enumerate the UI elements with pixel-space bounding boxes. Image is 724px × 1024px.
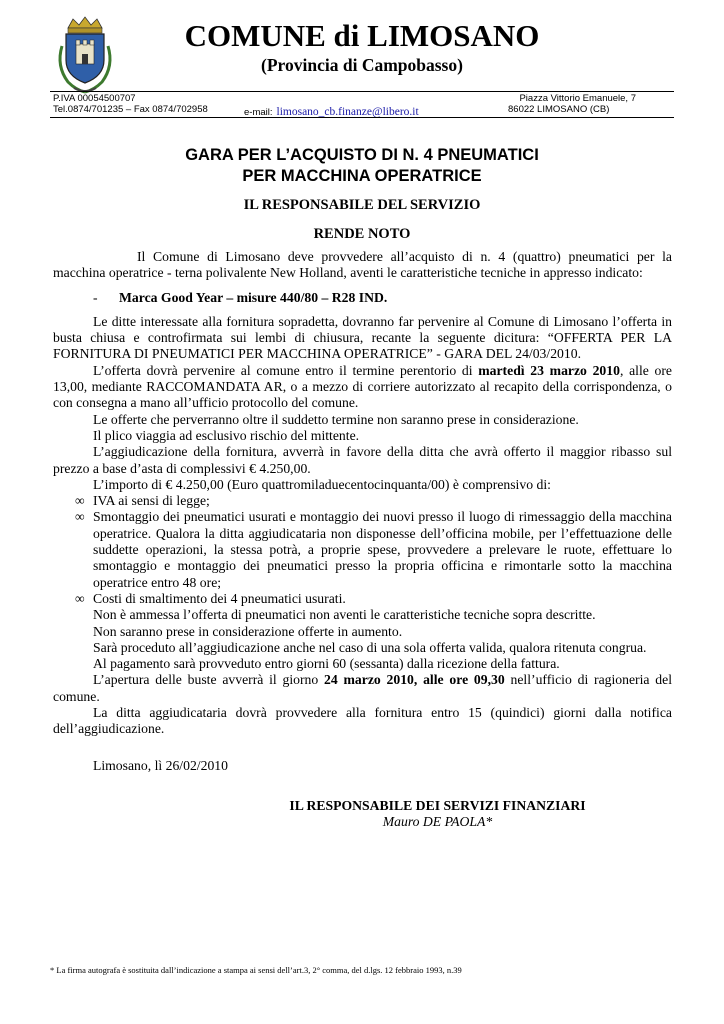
responsible-heading: IL RESPONSABILE DEL SERVIZIO [243,197,481,213]
tender-title-line1: GARA PER L’ACQUISTO DI N. 4 PNEUMATICI [185,146,539,164]
city: 86022 LIMOSANO (CB) [508,104,610,115]
paragraph-opening [53,672,672,705]
signatory-title: IL RESPONSABILE DEI SERVIZI FINANZIARI [289,797,586,813]
paragraph-offer-envelope: Le ditte interessate alla fornitura sopradetta, dovranno far pervenire al Comune di Limosano l’offerta in busta chiusa e controfirmata sui lembi di chiusura, recante la seguente dicitura: “OFFERTA PER LA FORNITURA DI PNEUMATICI PER MACCHINA OPERATRICE” - GARA DEL 24/03/2010. [53,313,672,362]
infinity-bullet-icon: ∞ [75,493,85,509]
paragraph-payment: Al pagamento sarà provveduto entro giorni 60 (sessanta) dalla ricezione della fattura. [93,656,560,672]
signatory-name: Mauro DE PAOLA* [382,814,493,830]
opening-text-a: L’apertura delle buste avverrà il giorno [93,672,325,688]
email-link[interactable]: limosano_cb.finanze@libero.it [276,106,419,118]
email-label: e-mail: [244,107,273,118]
tender-title-line2: PER MACCHINA OPERATRICE [242,167,482,185]
place-date: Limosano, lì 26/02/2010 [93,757,228,773]
deadline-text-c: , alle ore 13,00, mediante RACCOMANDATA AR, o a mezzo di corriere autorizzato al recapito della corrispondenza, o con consegna a mano all’ufficio protocollo del comune. [53,362,672,411]
header-top-rule [50,91,674,92]
paragraph-single-offer: Sarà proceduto all’aggiudicazione anche nel caso di una sola offerta valida, qualora ritenuta congrua. [93,639,647,655]
notice-body [53,249,672,831]
spec-dash: - [93,289,98,305]
paragraph-not-admitted: Non è ammessa l’offerta di pneumatici non aventi le caratteristiche tecniche sopra descritte. [93,607,596,623]
municipality-title: COMUNE di LIMOSANO [184,18,540,53]
intro-paragraph: Il Comune di Limosano deve provvedere all’acquisto di n. 4 (quattro) pneumatici per la macchina operatrice - terna polivalente New Holland, aventi le caratteristiche tecniche in appresso indicato: [53,249,672,281]
paragraph-award: L’aggiudicazione della fornitura, avverrà in favore della ditta che avrà offerto il maggior ribasso sul prezzo a base d’asta di complessivi € 4.250,00. [53,444,672,476]
list-item-dismount [53,509,672,590]
paragraph-no-increase: Non saranno prese in considerazione offerte in aumento. [93,623,403,639]
paragraph-delivery: La ditta aggiudicataria dovrà provvedere alla fornitura entro 15 (quindici) giorni dalla notifica dell’aggiudicazione. [53,705,672,737]
list-item-text: Costi di smaltimento dei 4 pneumatici usurati. [93,590,346,606]
deadline-date: martedì 23 marzo 2010 [478,362,620,378]
paragraph-deadline [53,363,672,412]
infinity-bullet-icon: ∞ [75,590,85,606]
spec-line [53,290,672,306]
list-item-vat [53,493,672,509]
footnote: * La firma autografa è sostituita dall’indicazione a stampa ai sensi dell’art.3, 2° comma, del d.lgs. 12 febbraio 1993, n.39 [50,965,462,975]
infinity-bullet-icon: ∞ [75,509,85,525]
deadline-text-a: L’offerta dovrà pervenire al comune entro il termine perentorio di [93,362,479,378]
paragraph-risk: Il plico viaggia ad esclusivo rischio del mittente. [93,427,360,443]
municipal-crest-icon [54,16,116,96]
list-item-text: IVA ai sensi di legge; [93,493,210,509]
opening-text-c: nell’ufficio di ragioneria del comune. [53,672,672,704]
list-item-disposal [53,591,672,607]
spec-text: Marca Good Year – misure 440/80 – R28 IND. [119,289,388,305]
province-subtitle: (Provincia di Campobasso) [261,55,463,75]
vat-number: P.IVA 00054500707 [53,93,136,104]
opening-date: 24 marzo 2010, alle ore 09,30 [324,672,505,688]
notice-heading: RENDE NOTO [313,226,411,242]
paragraph-late-offers: Le offerte che perverranno oltre il suddetto termine non saranno prese in considerazione. [93,411,579,427]
paragraph-amount: L’importo di € 4.250,00 (Euro quattromiladuecentocinquanta/00) è comprensivo di: [93,476,551,492]
header-bottom-rule [50,117,674,118]
phone-fax: Tel.0874/701235 – Fax 0874/702958 [53,104,208,115]
address: Piazza Vittorio Emanuele, 7 [519,93,636,104]
list-item-text: Smontaggio dei pneumatici usurati e montaggio dei nuovi presso il luogo di rimessaggio della macchina operatrice. Qualora la ditta aggiudicataria non disponesse dell’officina mobile, per l’effettuazione delle suddette operazioni, la stessa potrà, a proprie spese, provvedere a prelevare le ruote, effettuare lo smontaggio e montaggio dei pneumatici presso la propria officina e rimontarle sotto la macchina operatrice entro 48 ore; [93,509,672,590]
